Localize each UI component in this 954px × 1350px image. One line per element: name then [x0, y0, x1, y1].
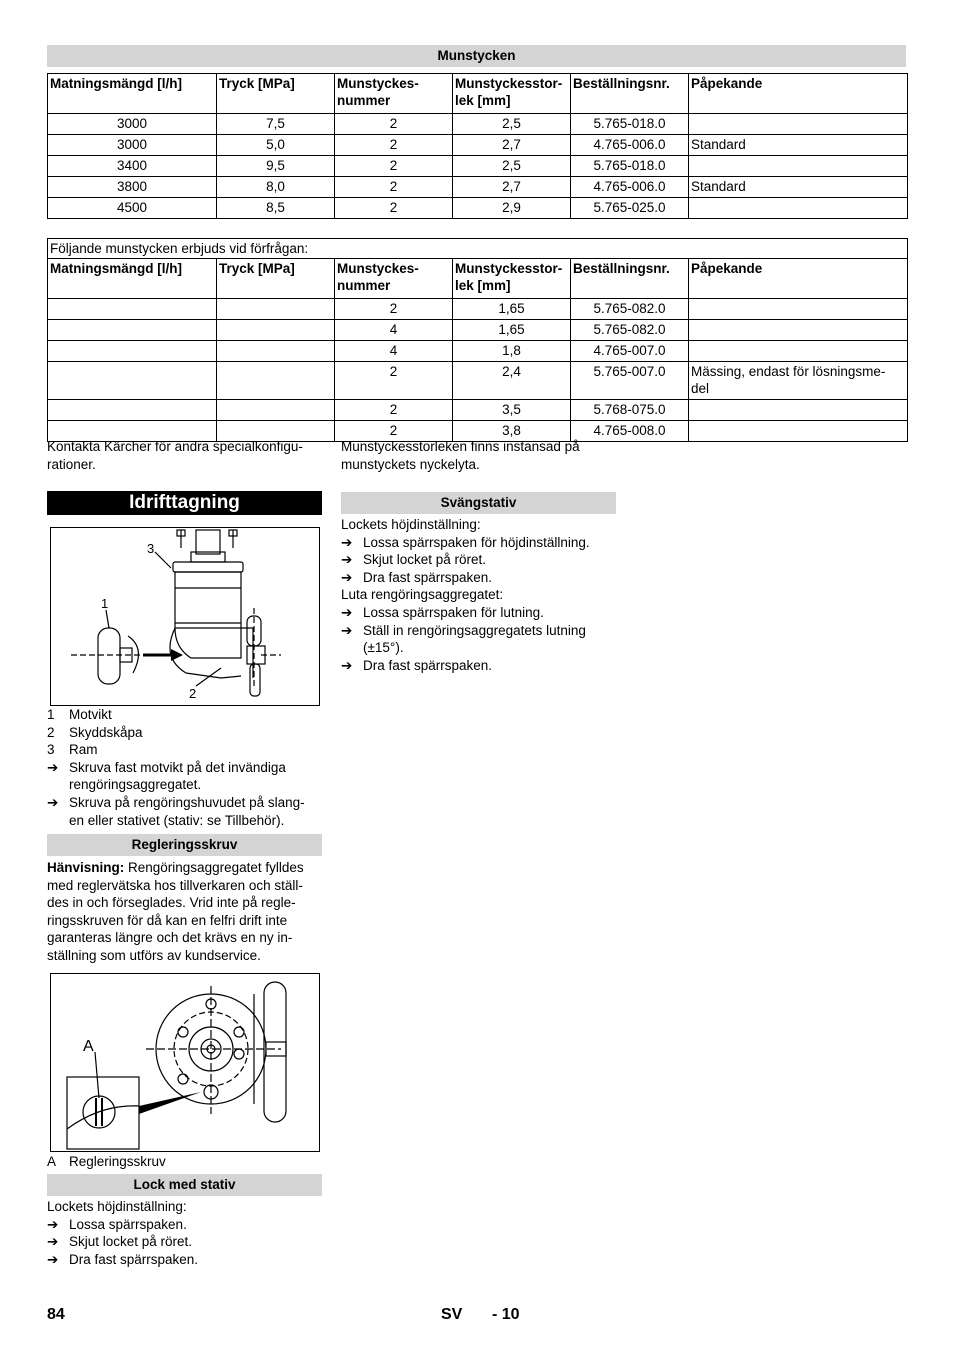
- table-cell: 2: [335, 114, 453, 135]
- note-nozzle-size: [341, 438, 626, 473]
- table-cell: [689, 299, 908, 320]
- table-cell: [689, 114, 908, 135]
- table-caption: Följande munstycken erbjuds vid förfrågan:: [48, 239, 908, 259]
- sub-page-number: - 10: [492, 1306, 520, 1323]
- table-cell: 4500: [48, 198, 217, 219]
- legend-key: A: [47, 1154, 57, 1169]
- table-cell: 5.765-018.0: [571, 114, 689, 135]
- note-label: Hänvisning:: [47, 860, 125, 875]
- table-cell: 1,65: [453, 299, 571, 320]
- note-special-config: [47, 438, 332, 473]
- arrow-right-icon: ➔: [341, 604, 353, 620]
- header-cell: Matningsmängd [l/h]: [48, 74, 217, 114]
- table-cell: 2,7: [453, 177, 571, 198]
- legend-idrifttagning: [47, 706, 327, 829]
- arrow-right-icon: ➔: [341, 534, 353, 550]
- table-row: [48, 341, 908, 362]
- table-row: [48, 177, 908, 198]
- table-cell: 2,7: [453, 135, 571, 156]
- table-cell: [689, 320, 908, 341]
- figure-label-a: A: [83, 1038, 94, 1055]
- header-cell: Munstyckesstor- lek [mm]: [453, 74, 571, 114]
- figure-label-2: 2: [189, 686, 197, 701]
- step-text: rengöringsaggregatet.: [69, 777, 202, 793]
- step-text: (±15°).: [363, 640, 404, 656]
- table-cell: 3000: [48, 135, 217, 156]
- figure-label-1: 1: [101, 596, 109, 611]
- arrow-right-icon: ➔: [341, 569, 353, 585]
- table-cell: 3,8: [453, 421, 571, 442]
- regulation-screw-drawing: [51, 974, 319, 1151]
- intro-text: Lockets höjdinställning:: [341, 517, 481, 532]
- table-cell: 8,5: [217, 198, 335, 219]
- table-cell: 4: [335, 341, 453, 362]
- step-text: en eller stativet (stativ: se Tillbehör).: [69, 812, 285, 828]
- table-cell: [48, 400, 217, 421]
- legend-key: 1: [47, 707, 55, 722]
- table-cell: 2,4: [453, 362, 571, 400]
- table-cell: [48, 341, 217, 362]
- note-line: Rengöringsaggregatet fylldes: [124, 860, 304, 875]
- step-text: Dra fast spärrspaken.: [69, 1251, 199, 1267]
- arrow-right-icon: ➔: [47, 1216, 59, 1232]
- table-cell: [48, 299, 217, 320]
- header-cell: Tryck [MPa]: [217, 259, 335, 299]
- table-cell: [217, 341, 335, 362]
- table-cell: 1,8: [453, 341, 571, 362]
- step-text: Skjut locket på röret.: [69, 1234, 193, 1250]
- table-cell: 3800: [48, 177, 217, 198]
- arrow-right-icon: ➔: [47, 1251, 59, 1267]
- table-cell: 5.765-018.0: [571, 156, 689, 177]
- regulation-note: [47, 859, 327, 965]
- lock-instructions: [47, 1198, 327, 1268]
- step-text: Skruva på rengöringshuvudet på slang-: [69, 794, 305, 810]
- table-cell: 5.765-025.0: [571, 198, 689, 219]
- header-cell: Munstyckes- nummer: [335, 259, 453, 299]
- arrow-right-icon: ➔: [47, 759, 59, 775]
- header-cell: Tryck [MPa]: [217, 74, 335, 114]
- figure-cleaning-unit: [50, 527, 320, 706]
- header-cell: Munstyckes- nummer: [335, 74, 453, 114]
- table-cell: 5.765-082.0: [571, 299, 689, 320]
- section-header-regleringsskruv: Regleringsskruv: [47, 834, 322, 856]
- step-text: Skruva fast motvikt på det invändiga: [69, 759, 286, 775]
- table-row: [48, 156, 908, 177]
- swivel-instructions: [341, 516, 626, 674]
- intro-text: Luta rengöringsaggregatet:: [341, 587, 504, 603]
- figure-regulation-screw: [50, 973, 320, 1152]
- table-cell: 8,0: [217, 177, 335, 198]
- table-cell: 7,5: [217, 114, 335, 135]
- table-cell: 5.765-082.0: [571, 320, 689, 341]
- table-cell: 5.765-007.0: [571, 362, 689, 400]
- table-cell: 9,5: [217, 156, 335, 177]
- table-row: [48, 362, 908, 400]
- table-row: [48, 299, 908, 320]
- legend-key: 3: [47, 742, 55, 758]
- arrow-right-icon: ➔: [341, 552, 353, 568]
- table-row: [48, 114, 908, 135]
- note-line: Kontakta Kärcher för andra specialkonfigu-: [47, 439, 303, 454]
- table-cell: 2: [335, 198, 453, 219]
- legend-key: 2: [47, 724, 55, 740]
- cleaning-unit-drawing: [51, 528, 319, 705]
- header-cell: Påpekande: [689, 259, 908, 299]
- table-cell: 2,5: [453, 114, 571, 135]
- header-cell: Munstyckesstor- lek [mm]: [453, 259, 571, 299]
- table-cell: 4.765-006.0: [571, 135, 689, 156]
- table-cell: [689, 198, 908, 219]
- table-cell: 3400: [48, 156, 217, 177]
- legend-value: Skyddskåpa: [69, 724, 143, 740]
- section-title-idrifttagning: Idrifttagning: [47, 491, 322, 515]
- note-line: garanteras längre och det krävs en ny in-: [47, 930, 293, 946]
- table-cell: 2: [335, 362, 453, 400]
- figure-label-3: 3: [147, 541, 155, 556]
- table-cell: Standard: [689, 135, 908, 156]
- table-row: [48, 135, 908, 156]
- section-header-svangstativ: Svängstativ: [341, 492, 616, 514]
- step-text: Lossa spärrspaken för lutning.: [363, 604, 544, 620]
- header-cell: Påpekande: [689, 74, 908, 114]
- table-cell: 4.765-006.0: [571, 177, 689, 198]
- table-cell: 4: [335, 320, 453, 341]
- step-text: Dra fast spärrspaken.: [363, 657, 493, 673]
- header-cell: Matningsmängd [l/h]: [48, 259, 217, 299]
- table-cell: Mässing, endast för lösningsme- del: [689, 362, 908, 400]
- section-header-munstycken: Munstycken: [47, 45, 906, 67]
- table-cell: 2: [335, 400, 453, 421]
- note-line: med reglervätska hos tillverkaren och ställ-: [47, 877, 303, 893]
- step-text: Ställ in rengöringsaggregatets lutning: [363, 622, 586, 638]
- step-text: Lossa spärrspaken för höjdinställning.: [363, 534, 590, 550]
- table-cell: 5,0: [217, 135, 335, 156]
- intro-text: Lockets höjdinställning:: [47, 1199, 187, 1214]
- arrow-right-icon: ➔: [47, 1234, 59, 1250]
- table-row: [48, 400, 908, 421]
- on-request-nozzle-table: [47, 238, 908, 442]
- note-line: munstyckets nyckelyta.: [341, 456, 480, 472]
- table-cell: 3,5: [453, 400, 571, 421]
- table-cell: 2: [335, 156, 453, 177]
- header-cell: Beställningsnr.: [571, 74, 689, 114]
- arrow-right-icon: ➔: [341, 657, 353, 673]
- table-cell: [689, 156, 908, 177]
- table-cell: 2: [335, 135, 453, 156]
- table-cell: Standard: [689, 177, 908, 198]
- table-cell: 5.768-075.0: [571, 400, 689, 421]
- legend-value: Regleringsskruv: [69, 1154, 166, 1169]
- nozzle-table: [47, 73, 908, 219]
- table-cell: [217, 299, 335, 320]
- note-line: ställning som utförs av kundservice.: [47, 947, 261, 963]
- legend-value: Motvikt: [69, 707, 112, 722]
- table-cell: 2: [335, 299, 453, 320]
- header-cell: Beställningsnr.: [571, 259, 689, 299]
- step-text: Skjut locket på röret.: [363, 552, 487, 568]
- legend-regleringsskruv: [47, 1153, 327, 1171]
- page-number: 84: [47, 1306, 65, 1323]
- table-cell: 2: [335, 177, 453, 198]
- table-cell: [689, 400, 908, 421]
- arrow-right-icon: ➔: [47, 794, 59, 810]
- language-code: SV: [441, 1306, 463, 1323]
- table-cell: [48, 362, 217, 400]
- table-cell: [217, 320, 335, 341]
- note-line: ringsskruven för då kan en felfri drift inte: [47, 912, 288, 928]
- note-line: des in och förseglades. Vrid inte på regle-: [47, 895, 296, 911]
- step-text: Lossa spärrspaken.: [69, 1216, 187, 1232]
- table-cell: 2,9: [453, 198, 571, 219]
- table-cell: 4.765-008.0: [571, 421, 689, 442]
- table-cell: 2: [335, 421, 453, 442]
- legend-value: Ram: [69, 742, 98, 758]
- table-cell: [217, 400, 335, 421]
- note-line: rationer.: [47, 456, 96, 472]
- step-text: Dra fast spärrspaken.: [363, 569, 493, 585]
- table-cell: 1,65: [453, 320, 571, 341]
- table-cell: [689, 421, 908, 442]
- table-cell: [48, 320, 217, 341]
- table-cell: [689, 341, 908, 362]
- section-header-lock-med-stativ: Lock med stativ: [47, 1174, 322, 1196]
- table-row: [48, 320, 908, 341]
- table-cell: 2,5: [453, 156, 571, 177]
- note-line: Munstyckesstorleken finns instansad på: [341, 439, 580, 454]
- table-cell: [217, 362, 335, 400]
- table-row: [48, 198, 908, 219]
- table-cell: 3000: [48, 114, 217, 135]
- table-cell: 4.765-007.0: [571, 341, 689, 362]
- arrow-right-icon: ➔: [341, 622, 353, 638]
